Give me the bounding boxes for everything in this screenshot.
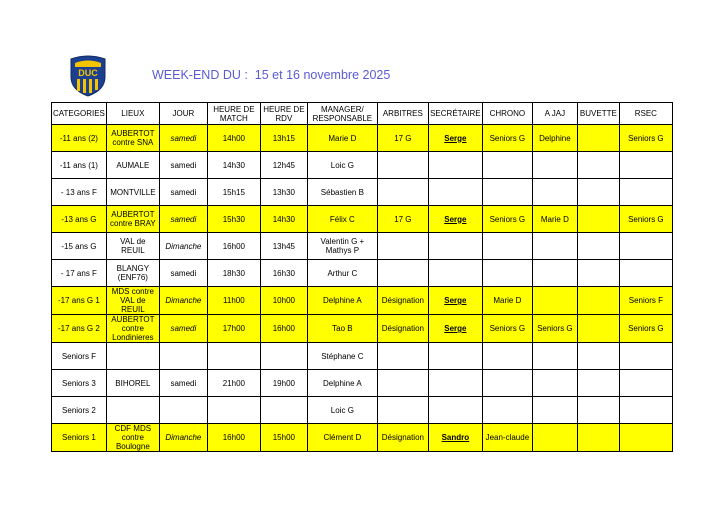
cell-jour [159,397,207,424]
cell-ajaj [532,287,577,315]
cell-lieu: AUBERTOT contre SNA [106,125,159,152]
cell-secretaire [428,343,482,370]
cell-lieu: BIHOREL [106,370,159,397]
cell-buvette [577,206,619,233]
page-title [152,68,390,82]
cell-chrono: Marie D [482,287,532,315]
cell-lieu: MONTVILLE [106,179,159,206]
cell-manager: Valentin G + Mathys P [307,233,377,260]
cell-secretaire [428,397,482,424]
cell-buvette [577,370,619,397]
secretaire-name: Sandro [441,433,470,442]
cell-chrono [482,152,532,179]
cell-lieu: BLANGY (ENF76) [106,260,159,287]
cell-categorie: Seniors F [52,343,107,370]
logo-text: DUC [78,68,98,78]
cell-chrono [482,179,532,206]
cell-chrono [482,397,532,424]
header-cell: RSEC [619,103,672,125]
secretaire-name: Serge [444,133,467,143]
cell-manager: Clément D [307,424,377,452]
cell-rsec [619,152,672,179]
table-row [52,343,673,370]
cell-chrono: Seniors G [482,206,532,233]
cell-match: 17h00 [207,315,260,343]
cell-secretaire [428,125,482,152]
cell-chrono: Seniors G [482,125,532,152]
table-header-row [52,103,673,125]
cell-categorie: -11 ans (2) [52,125,107,152]
cell-lieu: VAL de REUIL [106,233,159,260]
cell-lieu: AUBERTOT contre Londinieres [106,315,159,343]
cell-match: 18h30 [207,260,260,287]
cell-ajaj [532,179,577,206]
cell-arbitres [377,233,428,260]
cell-match [207,397,260,424]
cell-rdv: 10h00 [260,287,307,315]
cell-arbitres [377,260,428,287]
cell-manager: Félix C [307,206,377,233]
table-row [52,370,673,397]
cell-buvette [577,125,619,152]
cell-chrono [482,233,532,260]
cell-ajaj [532,343,577,370]
cell-lieu: MDS contre VAL de REUIL [106,287,159,315]
cell-jour: samedi [159,179,207,206]
cell-match: 16h00 [207,233,260,260]
cell-match [207,343,260,370]
club-logo [68,55,108,97]
cell-ajaj [532,424,577,452]
header-cell: HEURE DE MATCH [207,103,260,125]
cell-chrono: Jean-claude [482,424,532,452]
header-cell: MANAGER/ RESPONSABLE [307,103,377,125]
table-row [52,397,673,424]
header-cell: HEURE DE RDV [260,103,307,125]
cell-manager: Arthur C [307,260,377,287]
cell-rdv: 16h00 [260,315,307,343]
cell-chrono [482,260,532,287]
cell-categorie: -17 ans G 1 [52,287,107,315]
title-dates: 15 et 16 novembre 2025 [254,68,391,82]
schedule-table [51,102,673,452]
cell-secretaire [428,287,482,315]
cell-lieu [106,397,159,424]
cell-match: 11h00 [207,287,260,315]
cell-arbitres [377,397,428,424]
cell-manager: Tao B [307,315,377,343]
cell-secretaire [428,152,482,179]
cell-lieu: AUBERTOT contre BRAY [106,206,159,233]
cell-match: 14h30 [207,152,260,179]
cell-categorie: Seniors 1 [52,424,107,452]
table-row [52,152,673,179]
cell-chrono [482,370,532,397]
cell-match: 14h00 [207,125,260,152]
table-row [52,233,673,260]
cell-secretaire [428,206,482,233]
cell-arbitres: 17 G [377,206,428,233]
cell-secretaire [428,233,482,260]
secretaire-name: Serge [444,324,467,333]
cell-rdv: 14h30 [260,206,307,233]
cell-manager: Stéphane C [307,343,377,370]
cell-manager: Marie D [307,125,377,152]
cell-rsec: Seniors G [619,125,672,152]
table-row [52,315,673,343]
cell-buvette [577,343,619,370]
cell-rdv: 12h45 [260,152,307,179]
cell-ajaj [532,233,577,260]
cell-jour: Dimanche [159,287,207,315]
cell-buvette [577,260,619,287]
cell-manager: Loic G [307,397,377,424]
cell-lieu: AUMALE [106,152,159,179]
cell-lieu [106,343,159,370]
cell-categorie: -17 ans G 2 [52,315,107,343]
cell-ajaj: Delphine [532,125,577,152]
cell-rsec [619,260,672,287]
cell-buvette [577,287,619,315]
cell-categorie: Seniors 2 [52,397,107,424]
cell-jour: samedi [159,370,207,397]
cell-buvette [577,233,619,260]
table-row [52,179,673,206]
header-cell: SECRÉTAIRE [428,103,482,125]
cell-buvette [577,397,619,424]
cell-lieu: CDF MDS contre Boulogne [106,424,159,452]
cell-rdv: 13h30 [260,179,307,206]
cell-jour: samedi [159,260,207,287]
cell-arbitres: Désignation [377,424,428,452]
cell-chrono: Seniors G [482,315,532,343]
secretaire-name: Serge [444,214,467,224]
header-cell: CATEGORIES [52,103,107,125]
cell-match: 21h00 [207,370,260,397]
cell-rdv: 15h00 [260,424,307,452]
header-cell: ARBITRES [377,103,428,125]
table-row [52,287,673,315]
cell-buvette [577,424,619,452]
header-cell: LIEUX [106,103,159,125]
cell-arbitres [377,370,428,397]
cell-jour: Dimanche [159,424,207,452]
cell-buvette [577,315,619,343]
table-row [52,206,673,233]
cell-categorie: -15 ans G [52,233,107,260]
cell-arbitres [377,179,428,206]
cell-rsec [619,397,672,424]
cell-jour [159,343,207,370]
cell-manager: Sébastien B [307,179,377,206]
cell-buvette [577,152,619,179]
cell-secretaire [428,370,482,397]
cell-jour: samedi [159,125,207,152]
cell-rdv [260,397,307,424]
header-cell: CHRONO [482,103,532,125]
cell-arbitres [377,152,428,179]
cell-secretaire [428,179,482,206]
cell-ajaj: Seniors G [532,315,577,343]
cell-arbitres [377,343,428,370]
cell-chrono [482,343,532,370]
cell-manager: Loic G [307,152,377,179]
header-cell: BUVETTE [577,103,619,125]
cell-manager: Delphine A [307,287,377,315]
cell-ajaj [532,152,577,179]
header-cell: A JAJ [532,103,577,125]
cell-rsec [619,233,672,260]
cell-ajaj [532,260,577,287]
cell-secretaire [428,424,482,452]
table-row [52,424,673,452]
cell-jour: samedi [159,315,207,343]
table-row [52,260,673,287]
cell-rsec: Seniors G [619,206,672,233]
cell-rsec: Seniors F [619,287,672,315]
cell-arbitres: 17 G [377,125,428,152]
cell-rdv: 16h30 [260,260,307,287]
cell-rdv: 13h45 [260,233,307,260]
cell-jour: Dimanche [159,233,207,260]
cell-jour: samedi [159,152,207,179]
cell-rsec: Seniors G [619,315,672,343]
cell-categorie: -11 ans (1) [52,152,107,179]
cell-match: 15h30 [207,206,260,233]
cell-manager: Delphine A [307,370,377,397]
title-prefix: WEEK-END DU : [152,68,248,82]
cell-rsec [619,179,672,206]
cell-ajaj [532,397,577,424]
cell-rdv: 19h00 [260,370,307,397]
cell-arbitres: Désignation [377,287,428,315]
cell-rsec [619,424,672,452]
cell-jour: samedi [159,206,207,233]
cell-categorie: Seniors 3 [52,370,107,397]
cell-match: 16h00 [207,424,260,452]
cell-ajaj: Marie D [532,206,577,233]
cell-rsec [619,370,672,397]
cell-categorie: - 13 ans F [52,179,107,206]
cell-categorie: - 17 ans F [52,260,107,287]
cell-buvette [577,179,619,206]
cell-rsec [619,343,672,370]
header-cell: JOUR [159,103,207,125]
cell-ajaj [532,370,577,397]
cell-secretaire [428,315,482,343]
cell-rdv: 13h15 [260,125,307,152]
cell-categorie: -13 ans G [52,206,107,233]
table-row [52,125,673,152]
cell-secretaire [428,260,482,287]
cell-arbitres: Désignation [377,315,428,343]
secretaire-name: Serge [444,296,467,305]
cell-rdv [260,343,307,370]
cell-match: 15h15 [207,179,260,206]
